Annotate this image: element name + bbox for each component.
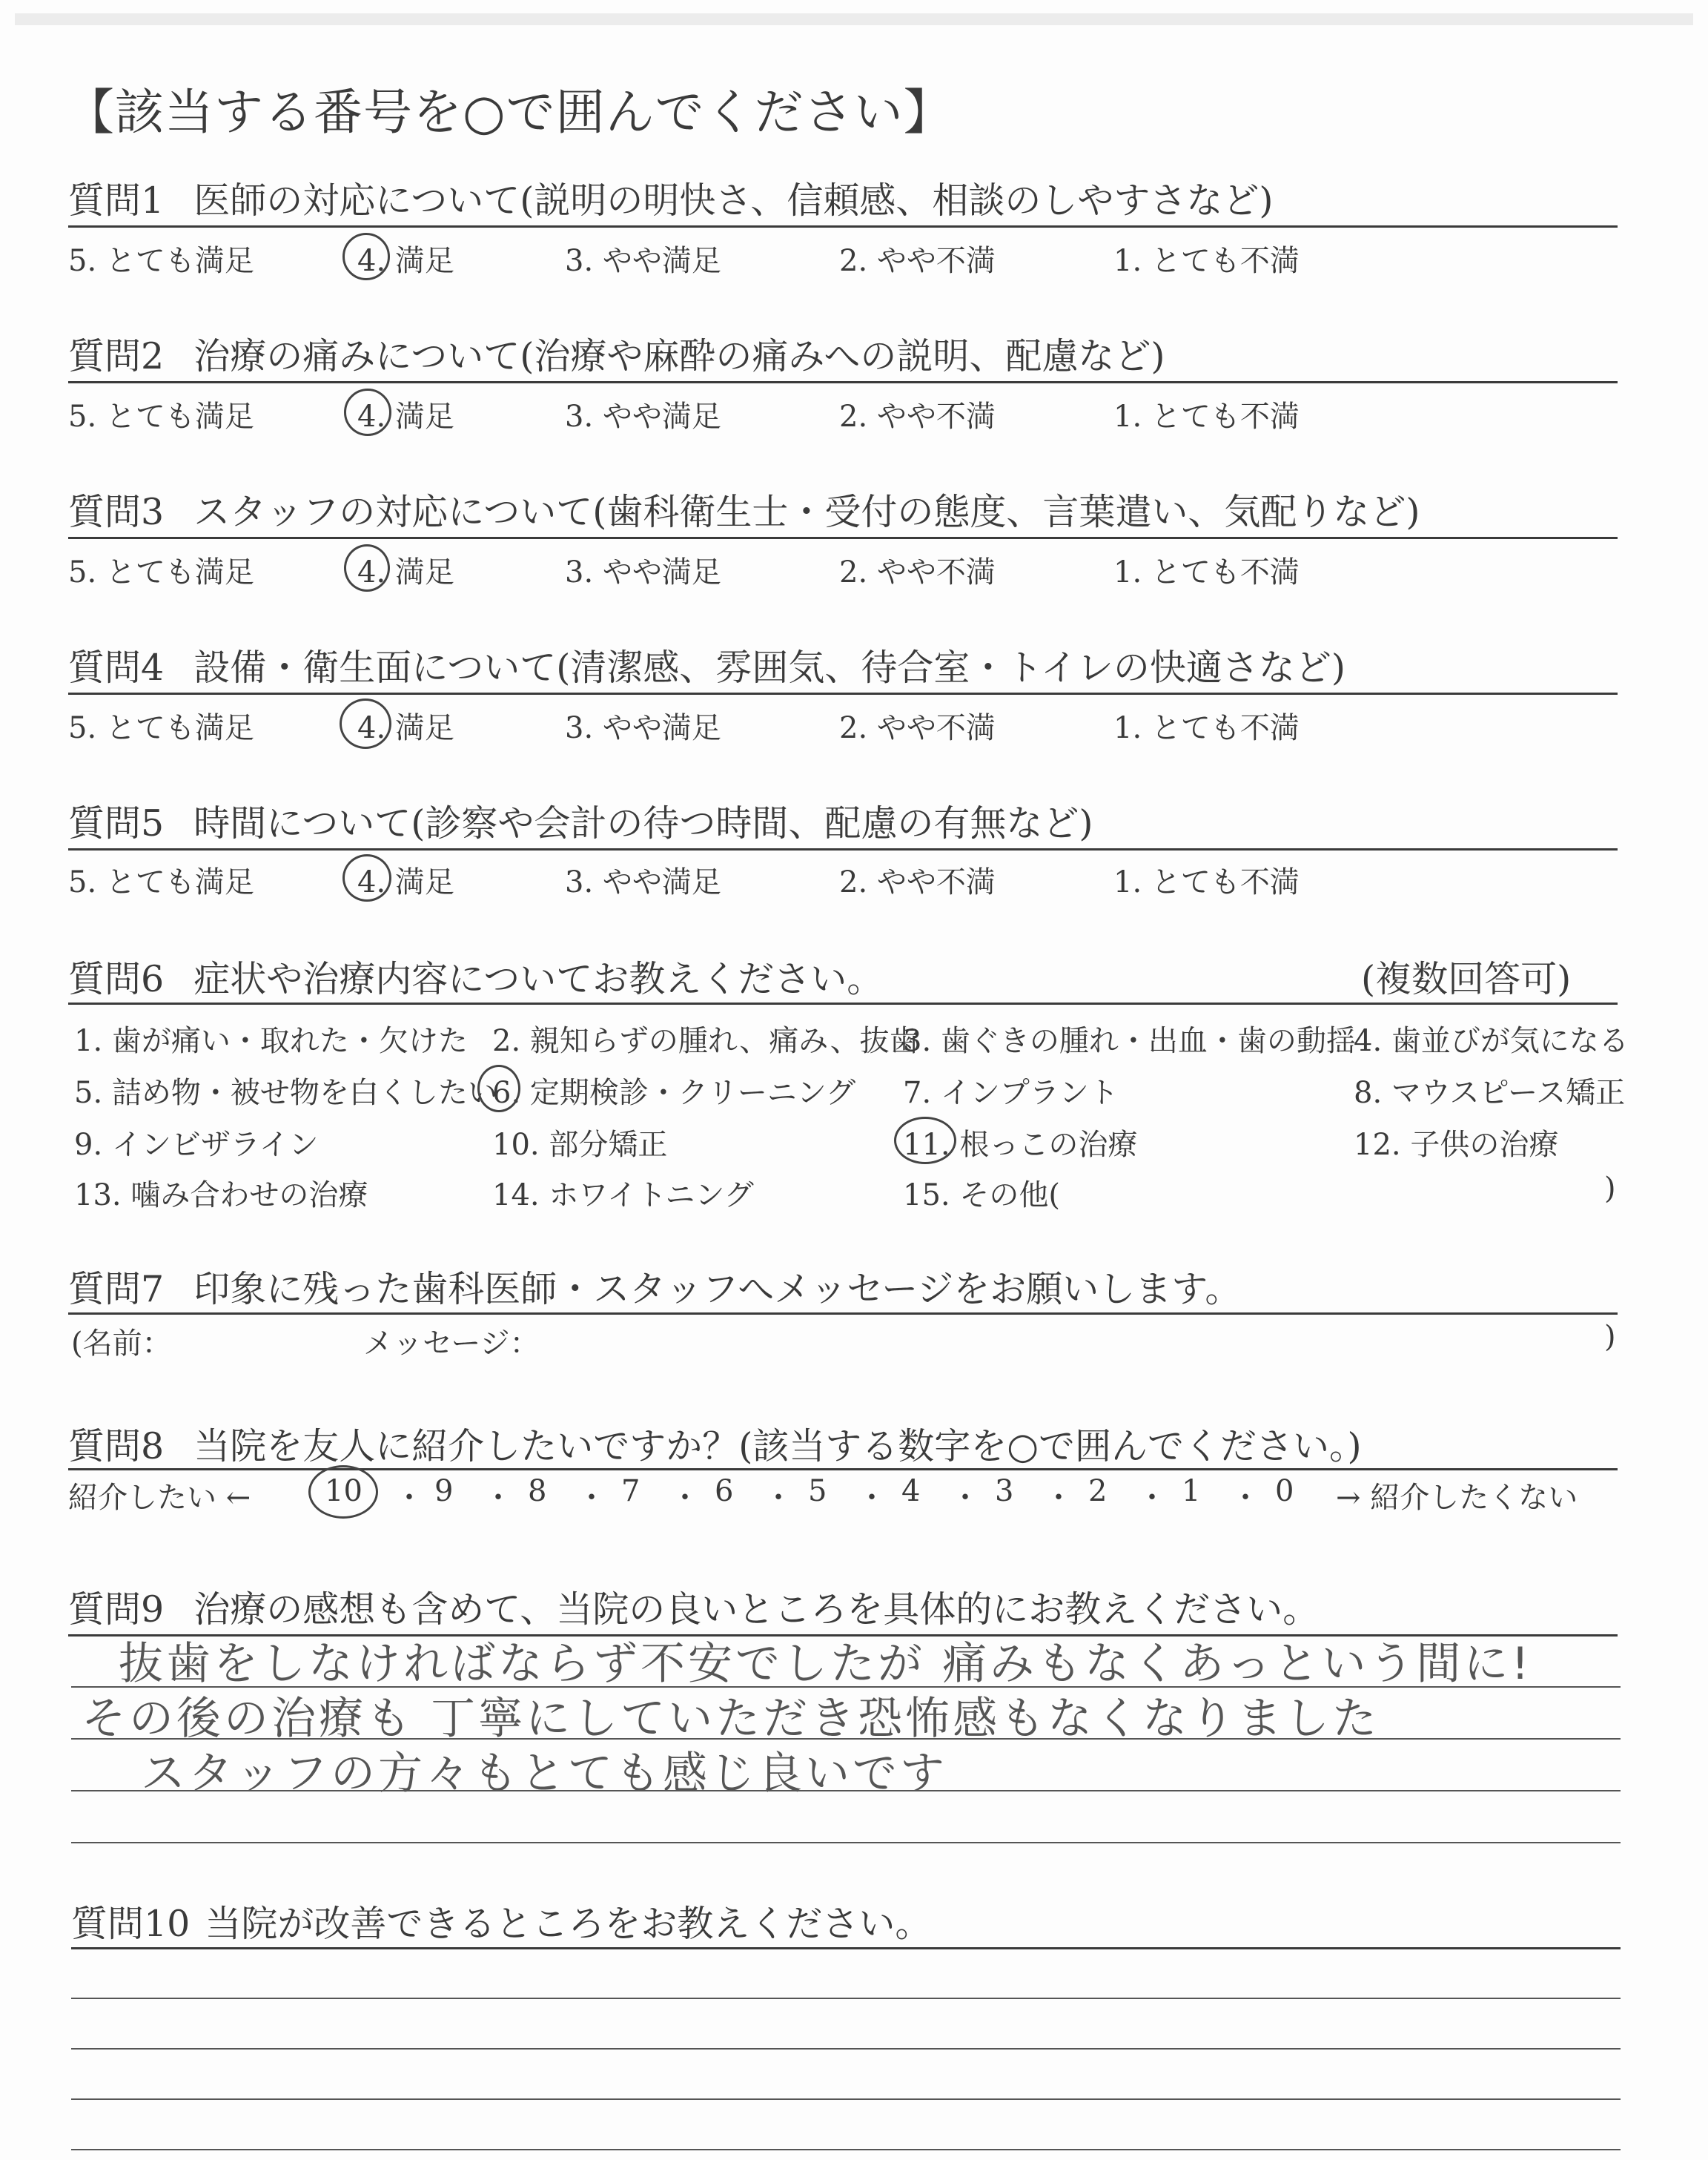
rating-option-5[interactable]: 5. とても満足 — [68, 244, 254, 278]
answer-line — [71, 2098, 1621, 2100]
scale-option-6[interactable]: 6 — [715, 1474, 734, 1508]
rating-option-1[interactable]: 1. とても不満 — [1113, 865, 1300, 899]
rating-option-3[interactable]: 3. やや満足 — [565, 865, 721, 899]
scale-option-7[interactable]: 7 — [621, 1474, 640, 1508]
question-4-rule — [68, 693, 1618, 695]
question-7-rule — [68, 1312, 1618, 1315]
scale-option-0[interactable]: 0 — [1275, 1474, 1294, 1508]
treatment-option-12[interactable]: 12. 子供の治療 — [1354, 1128, 1559, 1162]
treatment-option-8[interactable]: 8. マウスピース矯正 — [1354, 1076, 1626, 1110]
question-6-title — [68, 951, 883, 1003]
question-7-number: 質問7 — [68, 1268, 165, 1310]
question-7-text: 印象に残った歯科医師・スタッフへメッセージをお願いします。 — [193, 1268, 1242, 1310]
question-10-text: 当院が改善できるところをお教えください。 — [205, 1903, 932, 1945]
rating-option-3[interactable]: 3. やや満足 — [565, 711, 721, 745]
rating-option-2[interactable]: 2. やや不満 — [839, 555, 996, 589]
rating-option-4[interactable]: 4. 満足 — [357, 865, 454, 899]
rating-option-2[interactable]: 2. やや不満 — [839, 244, 996, 278]
rating-option-1[interactable]: 1. とても不満 — [1113, 244, 1300, 278]
question-9-title — [68, 1581, 1319, 1633]
treatment-option-6[interactable]: 6. 定期検診・クリーニング — [492, 1076, 856, 1110]
question-2-number: 質問2 — [68, 335, 165, 377]
answer-line — [71, 2149, 1621, 2150]
question-10-title — [71, 1895, 931, 1947]
question-10-number: 質問10 — [71, 1903, 191, 1945]
scale-option-5[interactable]: 5 — [808, 1474, 827, 1508]
question-6-number: 質問6 — [68, 958, 165, 1000]
treatment-option-2[interactable]: 2. 親知らずの腫れ、痛み、抜歯 — [492, 1024, 919, 1058]
question-10-rule — [71, 1947, 1621, 1949]
selection-circle — [308, 1465, 378, 1519]
question-8-title — [68, 1418, 1362, 1470]
question-5-rule — [68, 848, 1618, 851]
question-1-title — [68, 172, 1273, 224]
question-3-text: スタッフの対応について(歯科衛生士・受付の態度、言葉遣い、気配りなど) — [193, 491, 1420, 533]
treatment-option-15[interactable]: 15. その他( — [903, 1178, 1060, 1212]
rating-option-2[interactable]: 2. やや不満 — [839, 865, 996, 899]
selection-circle — [340, 698, 391, 749]
scale-option-4[interactable]: 4 — [901, 1474, 921, 1508]
question-6-text: 症状や治療内容についてお教えください。 — [193, 958, 884, 1000]
treatment-option-9[interactable]: 9. インビザライン — [74, 1128, 319, 1162]
selection-circle-11 — [894, 1117, 956, 1164]
page-title: 【該当する番号を○で囲んでください】 — [65, 84, 953, 141]
scale-left-label: 紹介したい ← — [68, 1481, 251, 1515]
question-5-text: 時間について(診察や会計の待つ時間、配慮の有無など) — [193, 802, 1093, 845]
question-4-number: 質問4 — [68, 647, 165, 689]
answer-line — [71, 2048, 1621, 2050]
question-4-title — [68, 639, 1345, 691]
question-3-rule — [68, 537, 1618, 539]
scale-option-8[interactable]: 8 — [528, 1474, 547, 1508]
rating-option-5[interactable]: 5. とても満足 — [68, 711, 254, 745]
rating-option-1[interactable]: 1. とても不満 — [1113, 555, 1300, 589]
question-3-number: 質問3 — [68, 491, 165, 533]
rating-option-2[interactable]: 2. やや不満 — [839, 400, 996, 434]
treatment-option-1[interactable]: 1. 歯が痛い・取れた・欠けた — [74, 1024, 468, 1058]
selection-circle — [344, 544, 390, 592]
treatment-option-5[interactable]: 5. 詰め物・被せ物を白くしたい — [74, 1076, 497, 1110]
question-2-text: 治療の痛みについて(治療や麻酔の痛みへの説明、配慮など) — [193, 335, 1165, 377]
answer-line — [71, 1998, 1621, 1999]
scale-option-3[interactable]: 3 — [995, 1474, 1014, 1508]
treatment-option-10[interactable]: 10. 部分矯正 — [492, 1128, 668, 1162]
rating-option-5[interactable]: 5. とても満足 — [68, 555, 254, 589]
rating-option-4[interactable]: 4. 満足 — [357, 711, 454, 745]
question-1-text: 医師の対応について(説明の明快さ、信頼感、相談のしやすさなど) — [193, 179, 1274, 222]
treatment-option-11[interactable]: 11. 根っこの治療 — [903, 1128, 1138, 1162]
question-8-rule — [68, 1468, 1618, 1470]
question-9-text: 治療の感想も含めて、当院の良いところを具体的にお教えください。 — [193, 1588, 1320, 1631]
question-5-number: 質問5 — [68, 802, 165, 845]
rating-option-3[interactable]: 3. やや満足 — [565, 555, 721, 589]
question-2-rule — [68, 381, 1618, 383]
question-1-number: 質問1 — [68, 179, 165, 222]
answer-line — [71, 1842, 1621, 1843]
selection-circle — [344, 389, 391, 436]
question-4-text: 設備・衛生面について(清潔感、雰囲気、待合室・トイレの快適さなど) — [193, 647, 1345, 689]
scale-option-10[interactable]: 10 — [325, 1474, 363, 1508]
selection-circle — [342, 854, 391, 902]
question-1-rule — [68, 225, 1618, 228]
message-close-paren: ) — [1604, 1320, 1616, 1354]
rating-option-1[interactable]: 1. とても不満 — [1113, 711, 1300, 745]
question-7-title — [68, 1261, 1241, 1312]
rating-option-3[interactable]: 3. やや満足 — [565, 244, 721, 278]
question-8-text: 当院を友人に紹介したいですか？(該当する数字を○で囲んでください。) — [193, 1425, 1362, 1467]
treatment-option-14[interactable]: 14. ホワイトニング — [492, 1178, 754, 1212]
question-5-title — [68, 795, 1093, 847]
other-close-paren: ) — [1604, 1172, 1616, 1206]
scale-option-9[interactable]: 9 — [434, 1474, 454, 1508]
handwritten-answer-line-1: 抜歯をしなければならず不安でしたが 痛みもなくあっという間に! — [119, 1638, 1532, 1690]
rating-option-4[interactable]: 4. 満足 — [357, 555, 454, 589]
treatment-option-13[interactable]: 13. 噛み合わせの治療 — [74, 1178, 368, 1212]
selection-circle — [342, 233, 390, 280]
rating-option-2[interactable]: 2. やや不満 — [839, 711, 996, 745]
rating-option-1[interactable]: 1. とても不満 — [1113, 400, 1300, 434]
rating-option-5[interactable]: 5. とても満足 — [68, 400, 254, 434]
treatment-option-4[interactable]: 4. 歯並びが気になる — [1354, 1024, 1629, 1058]
question-3-title — [68, 483, 1420, 535]
name-label: (名前： — [71, 1327, 172, 1361]
rating-option-4[interactable]: 4. 満足 — [357, 244, 454, 278]
scale-right-label: → 紹介したくない — [1336, 1481, 1578, 1515]
question-6-rule — [68, 1003, 1618, 1005]
scale-option-2[interactable]: 2 — [1088, 1474, 1108, 1508]
rating-option-4[interactable]: 4. 満足 — [357, 400, 454, 434]
handwritten-answer-line-3: スタッフの方々もとても感じ良いです — [141, 1748, 947, 1800]
question-6-note: (複数回答可) — [1361, 958, 1572, 1000]
treatment-option-3[interactable]: 3. 歯ぐきの腫れ・出血・歯の動揺 — [903, 1024, 1356, 1058]
rating-option-3[interactable]: 3. やや満足 — [565, 400, 721, 434]
scale-option-1[interactable]: 1 — [1182, 1474, 1201, 1508]
rating-option-5[interactable]: 5. とても満足 — [68, 865, 254, 899]
treatment-option-7[interactable]: 7. インプラント — [903, 1076, 1119, 1110]
scan-edge — [15, 13, 1693, 25]
question-8-number: 質問8 — [68, 1425, 165, 1467]
question-2-title — [68, 328, 1165, 380]
selection-circle-6 — [477, 1065, 520, 1112]
question-9-number: 質問9 — [68, 1588, 165, 1631]
handwritten-answer-line-2: その後の治療も 丁寧にしていただき恐怖感もなくなりました — [82, 1693, 1380, 1745]
message-label: メッセージ： — [363, 1327, 540, 1361]
